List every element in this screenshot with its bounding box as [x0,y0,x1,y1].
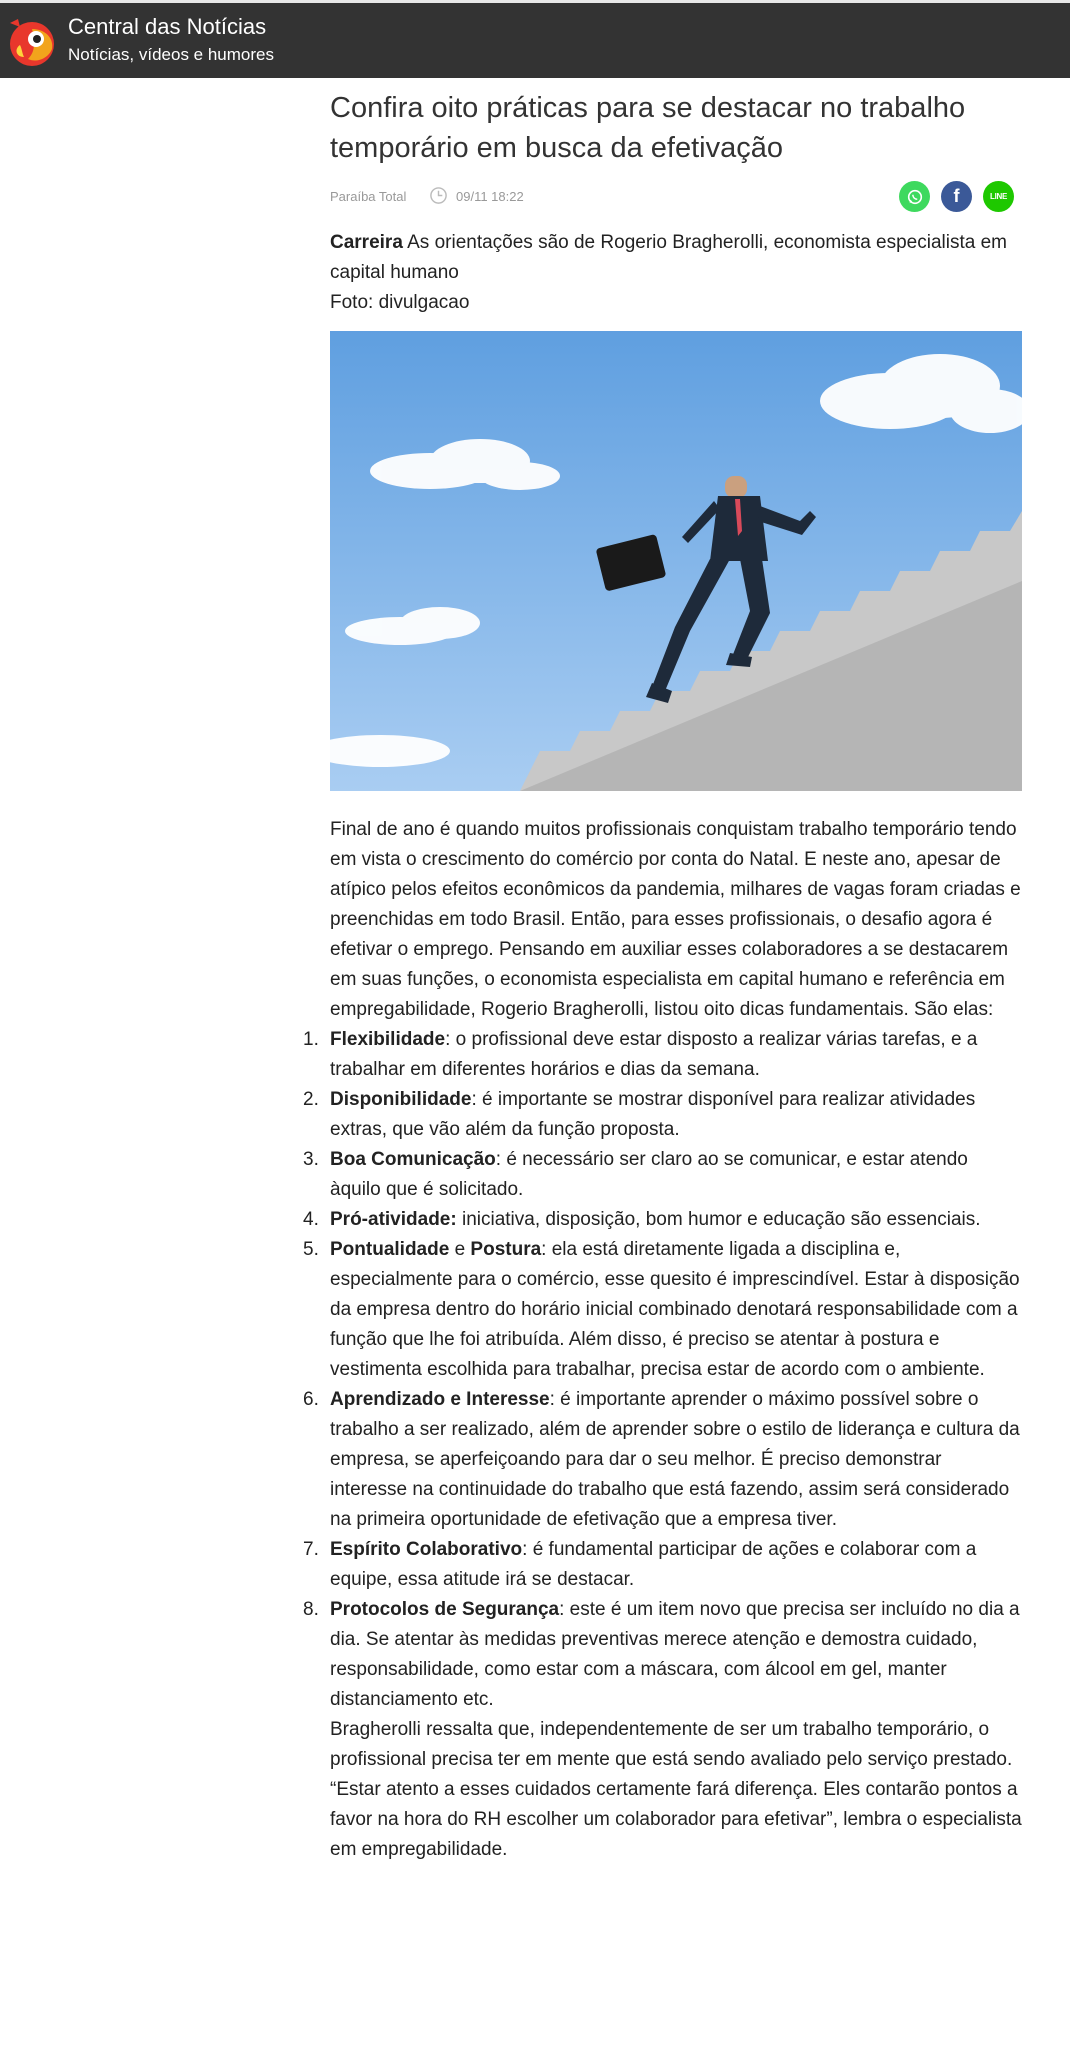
tip-item-5 [303,1235,1022,1385]
tip-number: 8. [303,1599,319,1620]
tip-separator: : [471,1089,477,1110]
tip-number: 5. [303,1239,319,1260]
tip-text: o profissional deve estar disposto a realizar várias tarefas, e a trabalhar em diferentes horários e dias da semana. [330,1029,978,1080]
tip-title-secondary: Postura [470,1239,542,1260]
line-icon: LINE [989,192,1008,201]
brand-name[interactable]: Central das Notícias [68,14,267,39]
article-time: 09/11 18:22 [456,189,524,204]
whatsapp-share-button[interactable] [899,181,930,212]
clock-icon [429,186,448,205]
tip-item-8 [303,1595,1022,1715]
article [303,88,1022,1865]
tip-text: é importante aprender o máximo possível sobre o trabalho a ser realizado, além de aprender sobre o estilo de liderança e cultura da empresa, se aperfeiçoando para dar o seu melhor. É preciso demonstrar interesse na continuidade do trabalho que está fazendo, assim será considerado na primeira oportunidade de efetivação que a empresa tiver. [330,1389,1020,1530]
photo-credit: Foto: divulgacao [330,292,470,313]
tip-title: Disponibilidade [330,1089,472,1110]
facebook-icon: f [953,186,960,206]
tip-item-1 [303,1025,1022,1085]
share-buttons [899,181,1014,212]
tip-joiner: e [449,1239,471,1260]
line-share-button[interactable] [983,181,1014,212]
tip-separator: : [445,1029,451,1050]
tip-separator: : [522,1539,528,1560]
article-meta [330,176,1022,220]
lead-category: Carreira [330,232,403,253]
tip-item-7 [303,1535,1022,1595]
tip-title: Flexibilidade [330,1029,446,1050]
brand-tagline: Notícias, vídeos e humores [68,45,274,64]
whatsapp-icon [906,188,924,206]
article-closing: Bragherolli ressalta que, independentemente de ser um trabalho temporário, o profissional precisa ter em mente que está sendo avaliado pelo serviço prestado. “Estar atento a esses cuidados certamente fará diferença. Eles contarão pontos a favor na hora do RH escolher um colaborador para efetivar”, lembra o especialista em empregabilidade. [330,1719,1022,1860]
tip-separator: : [559,1599,565,1620]
tip-text: é necessário ser claro ao se comunicar, e estar atendo àquilo que é solicitado. [330,1149,968,1200]
parrot-logo-icon[interactable] [6,15,60,69]
article-intro: Final de ano é quando muitos profissionais conquistam trabalho temporário tendo em vista o crescimento do comércio por conta do Natal. E neste ano, apesar de atípico pelos efeitos econômicos da pandemia, milhares de vagas foram criadas e preenchidas em todo Brasil. Então, para esses profissionais, o desafio agora é efetivar o emprego. Pensando em auxiliar esses colaboradores a se destacarem em suas funções, o economista especialista em capital humano e referência em empregabilidade, Rogerio Bragherolli, listou oito dicas fundamentais. São elas: [330,819,1021,1020]
lead-text: As orientações são de Rogerio Bragherolli, economista especialista em capital humano [330,232,1007,283]
tip-title: Protocolos de Segurança [330,1599,560,1620]
tip-item-2 [303,1085,1022,1145]
tip-number: 6. [303,1389,319,1410]
tip-text: este é um item novo que precisa ser incluído no dia a dia. Se atentar às medidas preventivas merece atenção e demostra cuidado, responsabilidade, como estar com a máscara, com álcool em gel, manter distanciamento etc. [330,1599,1020,1710]
article-title: Confira oito práticas para se destacar no trabalho temporário em busca da efetivação [330,92,966,164]
tip-number: 7. [303,1539,319,1560]
tip-number: 4. [303,1209,319,1230]
tip-text: ela está diretamente ligada a disciplina e, especialmente para o comércio, esse quesito é imprescindível. Estar à disposição da empresa dentro do horário inicial combinado denotará responsabilidade com a função que lhe foi atribuída. Além disso, é preciso se atentar à postura e vestimenta escolhida para trabalhar, precisa estar de acordo com o ambiente. [330,1239,1020,1380]
tip-title: Pontualidade [330,1239,450,1260]
tip-text: é importante se mostrar disponível para realizar atividades extras, que vão além da função proposta. [330,1089,976,1140]
tip-separator: : [541,1239,547,1260]
tip-item-4 [303,1205,1022,1235]
tip-number: 3. [303,1149,319,1170]
article-body [303,815,1022,1865]
tip-separator: : [495,1149,502,1170]
tip-item-3 [303,1145,1022,1205]
tip-title: Aprendizado e Interesse [330,1389,550,1410]
tip-title: Espírito Colaborativo [330,1539,523,1560]
tip-title: Pró-atividade: [330,1209,457,1230]
tips-list [303,1025,1022,1715]
top-header-bar [0,0,1070,78]
tip-title: Boa Comunicação [330,1149,496,1170]
tip-separator: : [549,1389,555,1410]
tip-text: é fundamental participar de ações e colaborar com a equipe, essa atitude irá se destacar. [330,1539,977,1590]
tip-number: 2. [303,1089,319,1110]
tip-text: iniciativa, disposição, bom humor e educação são essenciais. [456,1209,981,1230]
facebook-share-button[interactable] [941,181,972,212]
article-source[interactable]: Paraíba Total [330,189,407,204]
tip-item-6 [303,1385,1022,1535]
article-lead [330,228,1022,318]
article-photo-businessman-stairs [330,331,1022,791]
tip-number: 1. [303,1029,319,1050]
